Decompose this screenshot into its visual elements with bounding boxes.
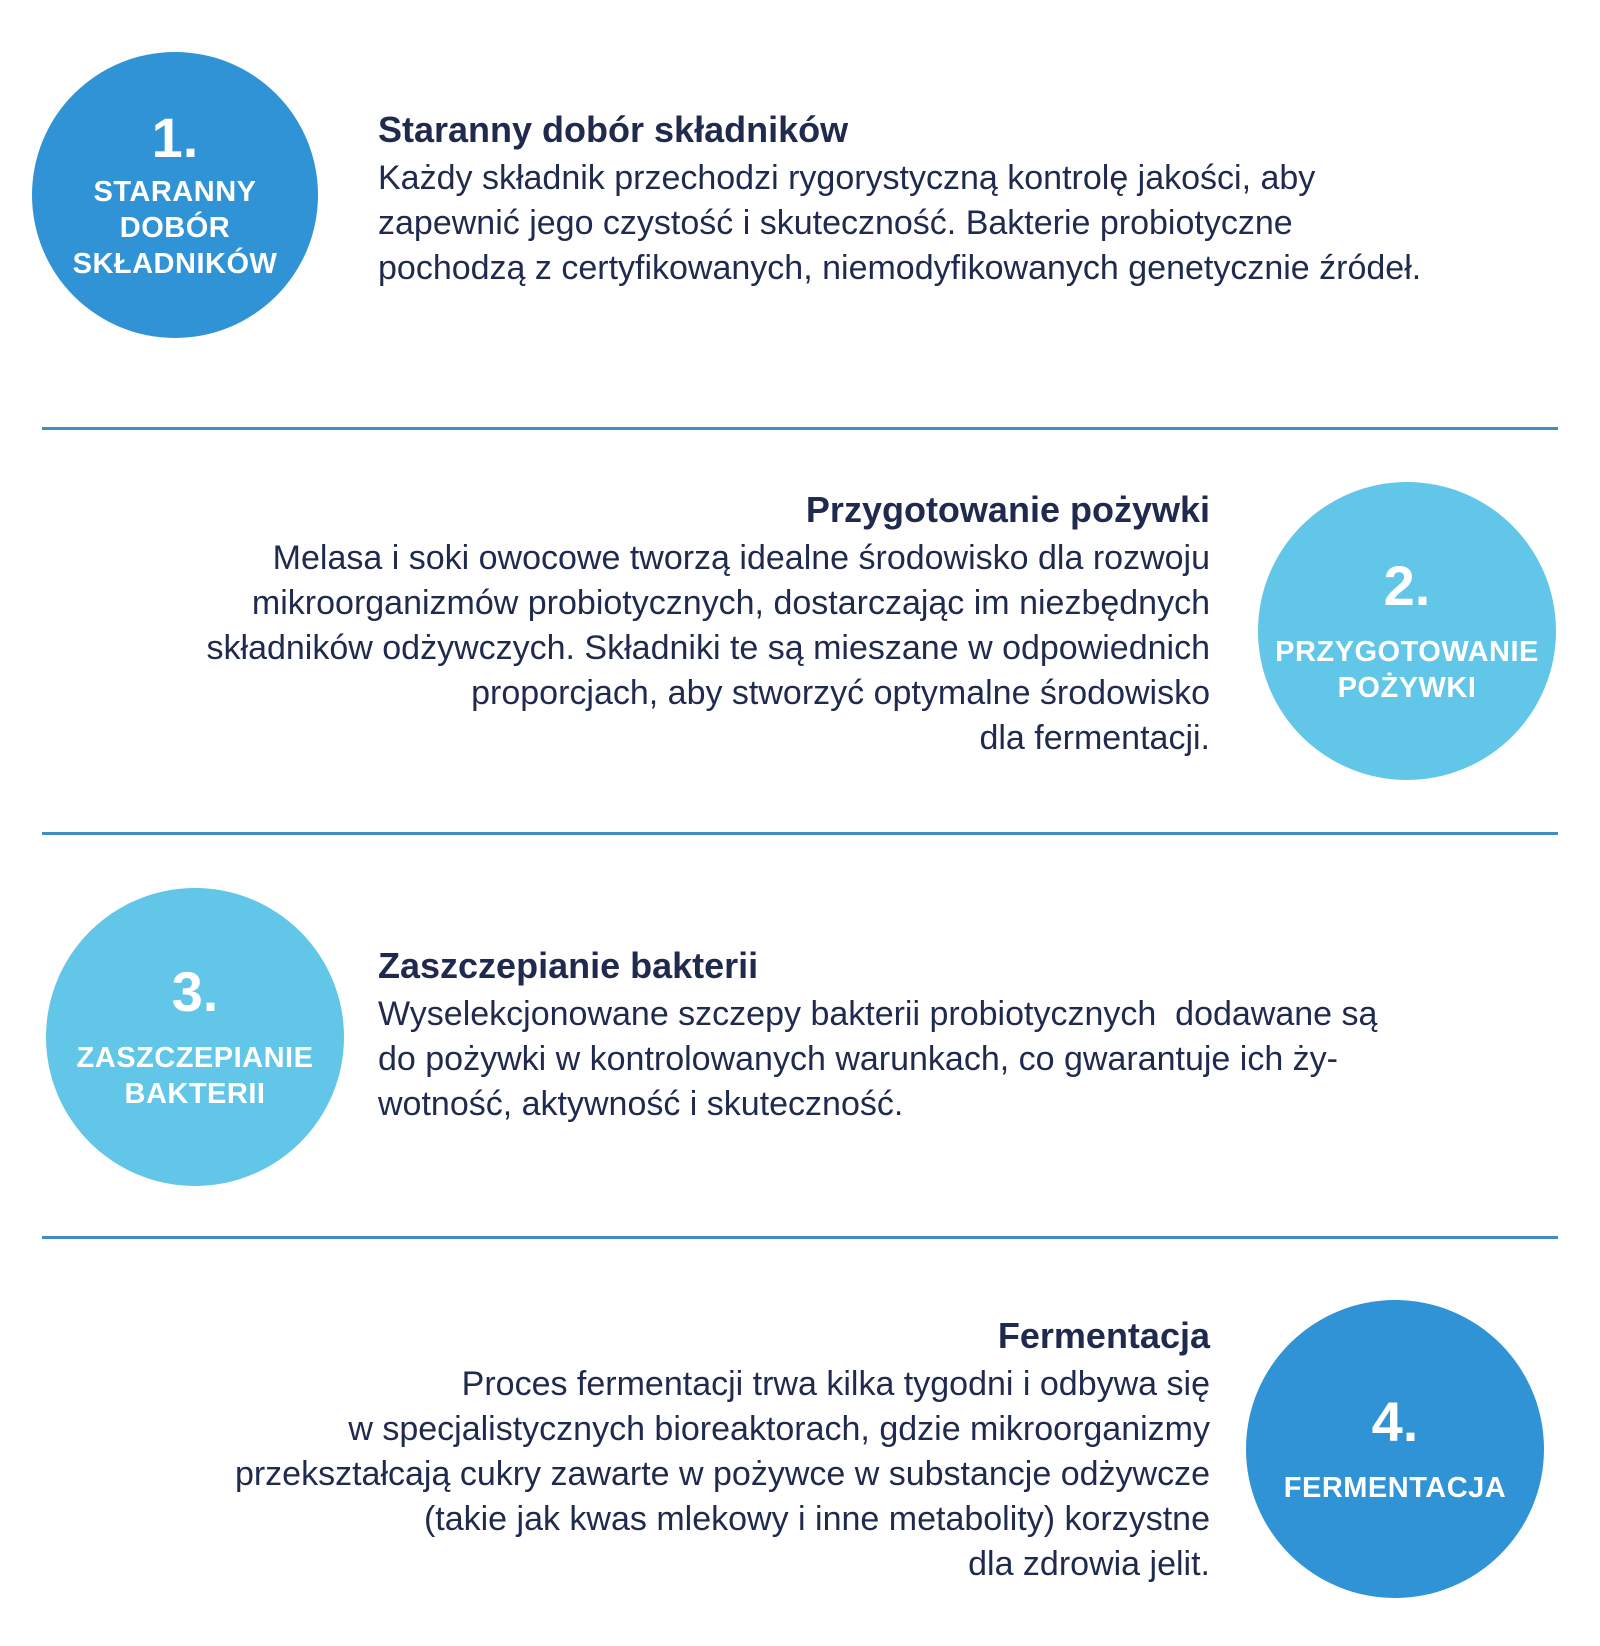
step-2-circle-label-line: POŻYWKI	[1337, 672, 1477, 704]
step-3-body-line: do pożywki w kontrolowanych warunkach, co gwarantuje ich ży-	[378, 1040, 1339, 1078]
step-3-body-line: Wyselekcjonowane szczepy bakterii probiotycznych dodawane są	[378, 995, 1378, 1033]
step-2-body-line: mikroorganizmów probiotycznych, dostarczając im niezbędnych	[251, 584, 1210, 622]
divider-1	[42, 427, 1558, 430]
step-2-body-line: Melasa i soki owocowe tworzą idealne środowisko dla rozwoju	[272, 539, 1210, 577]
step-1-circle-label	[45, 174, 305, 282]
step-2-body	[42, 536, 1210, 761]
step-2-circle-label-line: PRZYGOTOWANIE	[1275, 636, 1539, 668]
step-4-circle-label-line: FERMENTACJA	[1283, 1472, 1507, 1504]
step-1-text	[378, 108, 1578, 291]
step-3-circle	[46, 888, 344, 1186]
step-4-body-line: w specjalistycznych bioreaktorach, gdzie mikroorganizmy	[348, 1410, 1210, 1448]
step-1-body-line: pochodzą z certyfikowanych, niemodyfikowanych genetycznie źródeł.	[378, 249, 1422, 287]
step-3-circle-label-line: ZASZCZEPIANIE	[76, 1042, 314, 1074]
step-2-body-line: dla fermentacji.	[979, 719, 1210, 757]
step-4-title: Fermentacja	[997, 1315, 1210, 1356]
step-1-circle-label-line: SKŁADNIKÓW	[72, 248, 278, 280]
step-4-circle-label	[1250, 1470, 1540, 1506]
divider-2	[42, 832, 1558, 835]
step-2-text	[42, 488, 1210, 761]
step-1-body-line: zapewnić jego czystość i skuteczność. Bakterie probiotyczne	[378, 204, 1293, 242]
step-3-number: 3.	[171, 960, 219, 1023]
step-1-number: 1.	[151, 106, 199, 169]
step-3-circle-label-line: BAKTERII	[124, 1078, 266, 1110]
step-4-number: 4.	[1371, 1390, 1419, 1453]
step-4-body-line: (takie jak kwas mlekowy i inne metabolity) korzystne	[423, 1500, 1210, 1538]
step-1-body-line: Każdy składnik przechodzi rygorystyczną kontrolę jakości, aby	[378, 159, 1316, 197]
step-2-body-line: proporcjach, aby stworzyć optymalne środowisko	[471, 674, 1210, 712]
step-4-body-line: dla zdrowia jelit.	[968, 1545, 1210, 1583]
step-3-circle-label	[50, 1040, 340, 1112]
step-4-body-line: Proces fermentacji trwa kilka tygodni i odbywa się	[461, 1365, 1210, 1403]
step-2-title: Przygotowanie pożywki	[805, 489, 1210, 530]
step-1-title: Staranny dobór składników	[378, 109, 849, 150]
step-2-number: 2.	[1383, 554, 1431, 617]
step-3-body-line: wotność, aktywność i skuteczność.	[378, 1085, 904, 1123]
step-1-circle	[32, 52, 318, 338]
step-1-circle-label-line: STARANNY	[93, 176, 257, 208]
step-4-text	[42, 1314, 1210, 1587]
step-3-text	[378, 944, 1578, 1127]
step-1-circle-label-line: DOBÓR	[119, 212, 231, 244]
step-4-body-line: przekształcają cukry zawarte w pożywce w substancje odżywcze	[234, 1455, 1210, 1493]
step-4-body	[42, 1362, 1210, 1587]
step-2-body-line: składników odżywczych. Składniki te są mieszane w odpowiednich	[206, 629, 1210, 667]
step-3-title: Zaszczepianie bakterii	[378, 945, 759, 986]
step-2-circle-label	[1262, 634, 1552, 706]
step-4-circle	[1246, 1300, 1544, 1598]
divider-3	[42, 1236, 1558, 1239]
step-1-body	[378, 156, 1578, 291]
step-3-body	[378, 992, 1578, 1127]
step-2-circle	[1258, 482, 1556, 780]
